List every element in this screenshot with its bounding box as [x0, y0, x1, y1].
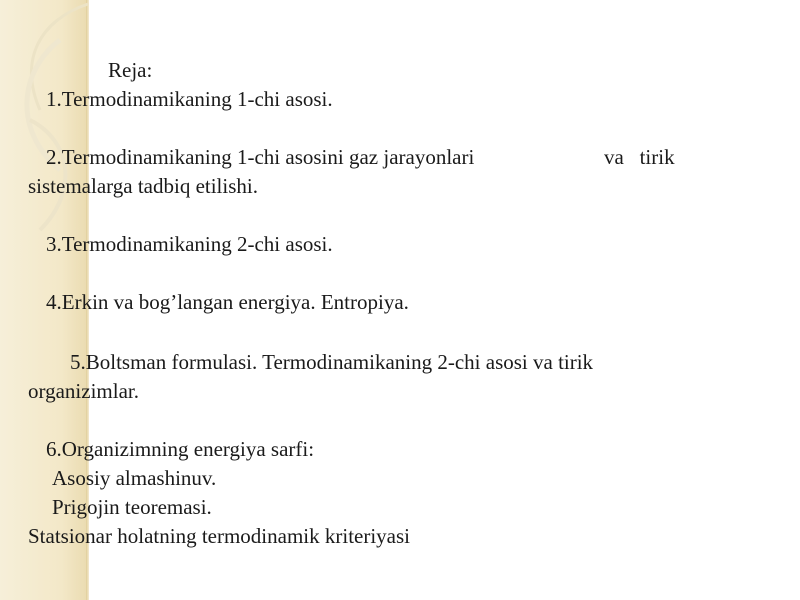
plan-item-5-line2: organizimlar. — [28, 379, 139, 403]
plan-item-1: 1.Termodinamikaning 1-chi asosi. — [46, 87, 333, 111]
plan-item-6: 6.Organizimning energiya sarfi: — [46, 437, 315, 461]
plan-item-6-sub-2: Prigojin teoremasi. — [52, 495, 212, 519]
plan-item-6-sub-3: Statsionar holatning termodinamik kriteriyasi — [28, 524, 411, 548]
plan-item-2-line1: 2.Termodinamikaning 1-chi asosini gaz jarayonlari — [46, 145, 475, 169]
plan-item-4: 4.Erkin va bog’langan energiya. Entropiya. — [46, 290, 409, 314]
plan-item-5-line1: 5.Boltsman formulasi. Termodinamikaning 2-chi asosi va tirik — [70, 350, 594, 374]
plan-item-6-sub-1: Asosiy almashinuv. — [52, 466, 217, 490]
slide-heading: Reja: — [108, 58, 153, 82]
plan-item-2-line2: sistemalarga tadbiq etilishi. — [28, 174, 258, 198]
plan-item-2-line1-end: va tirik — [604, 145, 675, 169]
plan-item-3: 3.Termodinamikaning 2-chi asosi. — [46, 232, 333, 256]
